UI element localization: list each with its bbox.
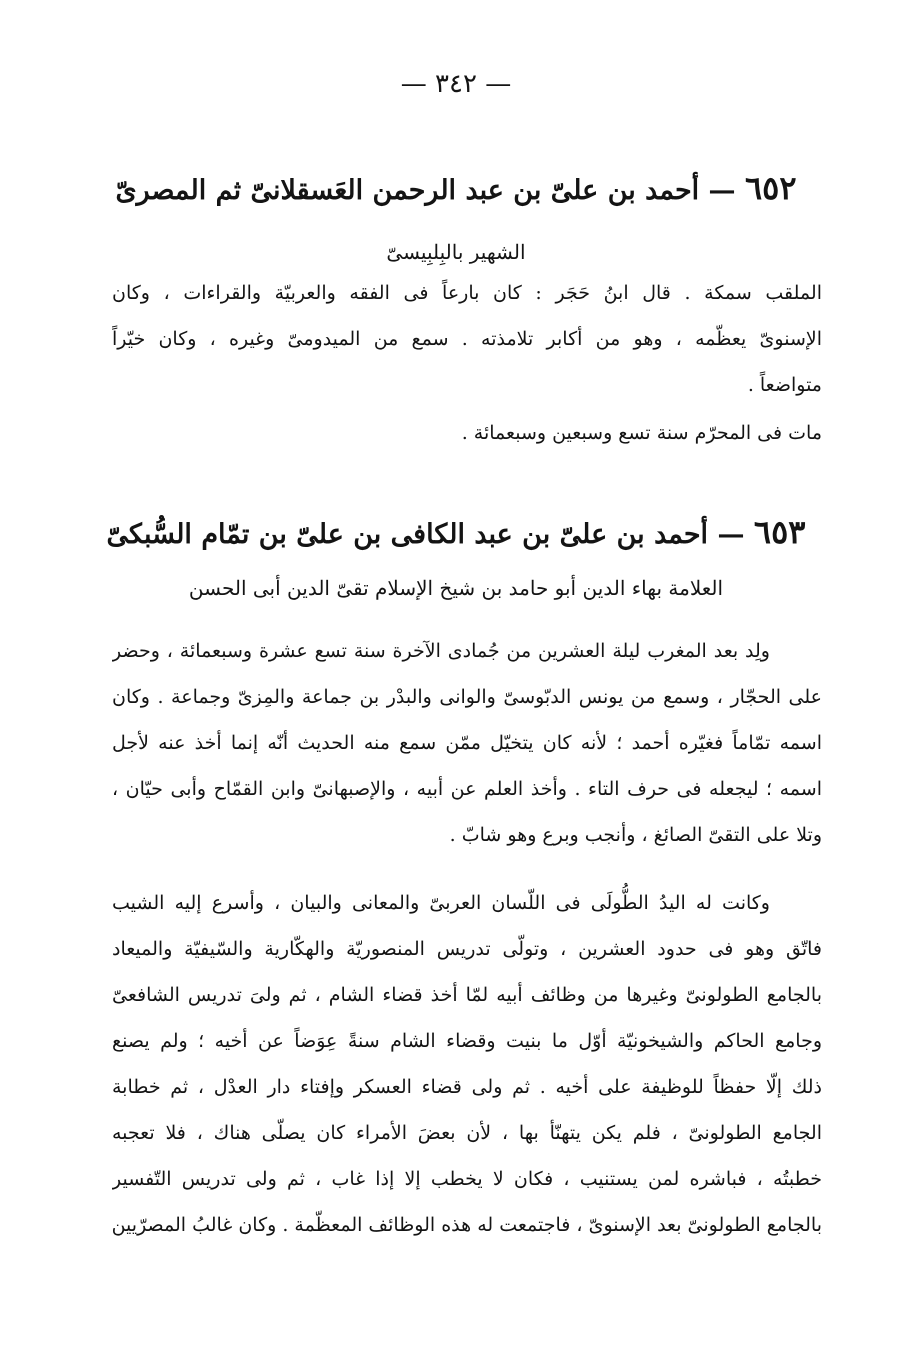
entry-body-652: [112, 270, 822, 456]
text-line: الإسنوىّ يعظّمه ، وهو من أكابر تلامذته . سمع من الميدومىّ وغيره ، وكان خيّراً: [112, 328, 822, 350]
entry-body-653-para-2: [112, 880, 822, 1248]
entry-heading-653: [80, 508, 832, 559]
text-line: وجامع الحاكم والشيخونيّة أوّل ما بنيت وقضاء الشام سنةً عِوَضاً عن أخيه ؛ ولم يصنع: [112, 1030, 822, 1052]
entry-dash: —: [717, 519, 745, 550]
text-line: فاتّق وهو فى حدود العشرين ، وتولّى تدريس المنصوريّة والهكّارية والسّيفيّة والميعاد: [112, 938, 822, 960]
text-line: الملقب سمكة . قال ابنُ حَجَر : كان بارعاً فى الفقه والعربيّة والقراءات ، وكان: [112, 282, 822, 304]
text-line: اسمه تمّاماً فغيّره أحمد ؛ لأنه كان يتخيّل ممّن سمع منه الحديث أنّه إنما أخذ عنه لأجل: [112, 732, 822, 754]
text-line: بالجامع الطولونىّ وغيرها من وظائف أبيه لمّا أخذ قضاء الشام ، ثم ولىَ تدريس الشافعىّ: [112, 984, 822, 1006]
page-number: — ٣٤٢ —: [400, 69, 512, 99]
text-line: خطبتُه ، فباشره لمن يستنيب ، فكان لا يخطب إلا إذا غاب ، ثم ولى تدريس التّفسير: [112, 1168, 822, 1190]
text-line: متواضعاً .: [747, 374, 822, 396]
entry-number: ٦٥٣: [753, 513, 806, 551]
text-line: وكانت له اليدُ الطُّولَى فى اللّسان العربىّ والمعانى والبيان ، وأسرع إليه الشيب: [112, 892, 770, 914]
entry-body-653-para-1: [112, 628, 822, 858]
text-line: اسمه ؛ ليجعله فى حرف التاء . وأخذ العلم عن أبيه ، والإصبهانىّ وابن القمّاح وأبى حيّان ،: [112, 778, 822, 800]
text-line: على الحجّار ، وسمع من يونس الدبّوسىّ والوانى والبدْر بن جماعة والمِزىّ وجماعة . وكان: [112, 686, 822, 708]
entry-subtitle-652: الشهير بالبِلبِيسىّ: [386, 240, 526, 264]
entry-heading-652: [80, 164, 832, 215]
text-line: وتلا على التقىّ الصائغ ، وأنجب وبرع وهو شابّ .: [449, 824, 822, 846]
entry-subtitle-653: العلامة بهاء الدين أبو حامد بن شيخ الإسلام تقىّ الدين أبى الحسن: [188, 576, 724, 600]
text-line: بالجامع الطولونىّ بعد الإسنوىّ ، فاجتمعت له هذه الوظائف المعظّمة . وكان غالبُ المصرّيين: [112, 1214, 822, 1236]
text-line: الجامع الطولونىّ ، فلم يكن يتهنّأ بها ، لأن بعضَ الأمراء كان يصلّى هناك ، فلا تعجبه: [112, 1122, 822, 1144]
entry-dash: —: [708, 175, 736, 206]
text-line: ولِد بعد المغرب ليلة العشرين من جُمادى الآخرة سنة تسع عشرة وسبعمائة ، وحضر: [112, 640, 770, 662]
entry-number: ٦٥٢: [744, 169, 797, 207]
entry-name: أحمد بن علىّ بن عبد الرحمن العَسقلانىّ ثم المصرىّ: [115, 175, 700, 206]
text-line: مات فى المحرّم سنة تسع وسبعين وسبعمائة .: [461, 422, 822, 444]
text-line: ذلك إلّا حفظاً للوظيفة على أخيه . ثم ولى قضاء العسكر وإفتاء دار العدْل ، ثم خطابة: [112, 1076, 822, 1098]
entry-name: أحمد بن علىّ بن عبد الكافى بن علىّ بن تمّام السُّبكىّ: [106, 519, 709, 550]
